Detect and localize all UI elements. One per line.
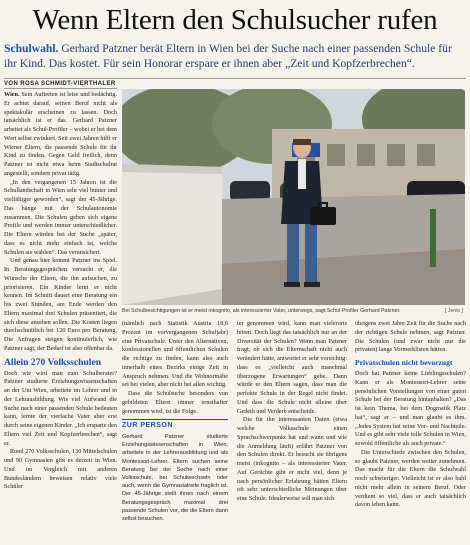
- lede-kicker: Schulwahl.: [4, 42, 59, 55]
- divider-byline: [4, 88, 117, 89]
- bio-box: [122, 433, 228, 523]
- paragraph: (nämlich nach Statistik Austria 18,6 Prozent im vorvergangenen Schuljahr) eine Privatschule. Unter den Alternativen, konfessionellen und öffentlichen Schulen die richtige zu finden, kann also auch innerhalb eines Bezirks einige Zeit in Anspruch nehmen. Und die Wohnortnähe sei bei vielen, aber nicht bei allen wichtig.: [122, 320, 228, 389]
- subheading: Allein 270 Volksschulen: [4, 356, 102, 368]
- bio-text: Gerhard Patzner studierte Erziehungswissenschaften in Wien, arbeitete in der Lehrerausbildung und als Montessori-Lehrer. Eltern suchen seine Beratung bei der Suche nach einer Volksschule, bei Schulwechseln oder auch, wenn die Gymnasialreife fraglich ist. Der 45-Jährige stellt ihnen nach einem Beratungsgespräch maximal drei passende Schulen vor, die die Eltern dann selbst besuchen.: [122, 434, 228, 523]
- paragraph: Rund 270 Volksschulen, 130 Mittelschulen und 90 Gymnasien gibt es derzeit in Wien. Und im Vergleich mit anderen Bundesländern beweisen relativ viele Schüler: [4, 448, 117, 491]
- lede-text: Gerhard Patzner berät Eltern in Wien bei der Suche nach einer passenden Schule für ihr Kind. Das kostet. Für sein Honorar erspare er ihnen aber „Zeit und Kopfzerbrechen“.: [4, 42, 452, 70]
- paragraph: [4, 91, 117, 179]
- column-1: [4, 91, 117, 492]
- paragraph: ter genommen wird, kann man vielerorts hören. Doch liegt das tatsächlich nur an der Diversität der Schulen? Wenn man Patzner fragt, ob sich die Elternschaft nicht auch verändert hätte, antwortet er sehr vorsichtig: dass es „vielleicht auch manchmal überzogene Erwartungen“ gebe. Dann würde er den Eltern sagen, dass man die perfekte Schule in der Regel nicht findet. Und dass die Schule nicht alleine über Gedeih und Verderb entscheide.: [237, 320, 347, 415]
- byline: VON ROSA SCHMIDT-VIERTHALER: [4, 81, 116, 87]
- caption-text: Bei Schulbesichtigungen ist er meist inkognito, als interessierter Vater, unterwegs, sagt Schul-Profiler Gerhard Patzner.: [122, 308, 401, 314]
- photo-credit: [ Jenis ]: [444, 308, 463, 314]
- photo-caption: [122, 306, 465, 316]
- paragraph: Die für ihn interessanten Daten (etwa welche Volksschule einen Sprachschwerpunkt hat und wann und wie die Anmeldung läuft) erfährt Patzner von den Schulen direkt. Er besucht sie übrigens meist (inkognito – als interessierter Vater. Auf Gerüchte gibt er nicht viel, denn je nach persönlicher Erfahrung hätten Eltern oft sehr unterschiedliche Meinungen über eine Schule. Idealerweise soll man sich: [237, 416, 347, 502]
- paragraph-text: Sein Auftreten ist leise und bedächtig. Er achtet darauf, seinen Beruf nicht als spektakulär erscheinen zu lassen. Doch tatsächlich ist er das. Gerhard Patzner arbeitet als Schul-Profiler – wobei er bei dem Wort selbst zwinkert. Seit zwei Jahren hilft er Wiener Eltern, die passende Schule für ihr Kind zu finden. Gegen Geld freilich, denn Patzner ist nicht etwa beim Stadtschulrat angestellt, sondern privat tätig.: [4, 91, 117, 177]
- dateline: Wien.: [4, 91, 20, 98]
- paragraph: „In den vergangenen 15 Jahren ist die Schullandschaft in Wien sehr viel bunter und vielfältiger geworden“, sagt der 45-Jährige. Das hänge mit der Schulautonomie zusammen. Die Schulen geben sich eigene Profile und werden immer unterschiedlicher. Die Eltern würden bei der Suche „später, dass es nicht mehr einfach ist, welche Schulen sie wählen“. Das verunsichert.: [4, 178, 117, 256]
- headline: Wenn Eltern den Schulsucher rufen: [32, 4, 438, 36]
- column-2: [122, 320, 228, 523]
- paragraph: Dass die Schulsuche besonders von gebildeten Eltern immer ernsthafter genommen wird, ist die Folge.: [122, 390, 228, 415]
- lede: [4, 41, 466, 71]
- column-4: [355, 320, 466, 510]
- paragraph: übrigens zwei Jahre Zeit für die Suche nach der richtigen Schule nehmen, sagt Patzner. Die Schulen (und zwar nicht nur die privaten) lange Vormerklisten hätten.: [355, 320, 466, 354]
- subheading: Privatschulen nicht bevorzugt: [355, 358, 453, 367]
- zur-person-heading: ZUR PERSON: [122, 419, 228, 431]
- article-photo: [122, 89, 465, 305]
- divider-top: [4, 78, 466, 79]
- photo-illustration: [122, 89, 465, 305]
- paragraph: Und genau hier kommt Patzner ins Spiel. In Beratungsgesprächen versucht er, die Wünsche der Eltern, die ihn aufsuchen, zu priorisieren. Ein Kinder lernt er nicht kennen. Im Schnitt dauert eine Beratung ein bis zwei Stunden, am Ende werden den Eltern maximal drei Schulen präsentiert, die sich diese ansehen sollen. Die Kosten liegen durchschnittlich bei 120 Euro pro Beratung. Die Anfragen steigen kontinuierlich, wie Patzner sagt, der Bedarf ist also offenbar da.: [4, 257, 117, 352]
- paragraph: Doch hat Patzner keine Lieblingsschulen? Kann er als Montessori-Lehrer seine persönlichen Vorstellungen von einer guten Schule bei der Beratung hintanhalten? „Das ist kein Thema, bei dem Dogmatik Platz hat“, sagt er – und man glaubt es ihm. „Jedes System hat seine Vor- und Nachteile. Und es gibt sehr viele tolle Schulen in Wien, sowohl öffentliche als auch private.“: [355, 370, 466, 447]
- paragraph: Doch wie wird man zum Schulberater? Patzner studierte Erziehungswissenschaften an der Uni Wien, arbeitete im Lehrer und in der Lehrausbildung. Wie viel Aufwand die Suche nach einer passenden Schule bedeuten kann, lernte der vierfache Vater aber erst durch seine eigenen Kinder. „Ich ersparte den Eltern viel Zeit und Kopfzerbrechen“, sagt er.: [4, 369, 117, 447]
- paragraph: Die Unterschiede zwischen den Schulen, so glaubt Patzner, werden weiter zunehmen. Das macht für die Eltern die Schulwahl noch schwieriger. Vielleicht ist er also bald nicht mehr allein in seinem Beruf. Oder verdient so viel, dass er auch tatsächlich davon leben kann.: [355, 448, 466, 509]
- column-3: [237, 320, 347, 504]
